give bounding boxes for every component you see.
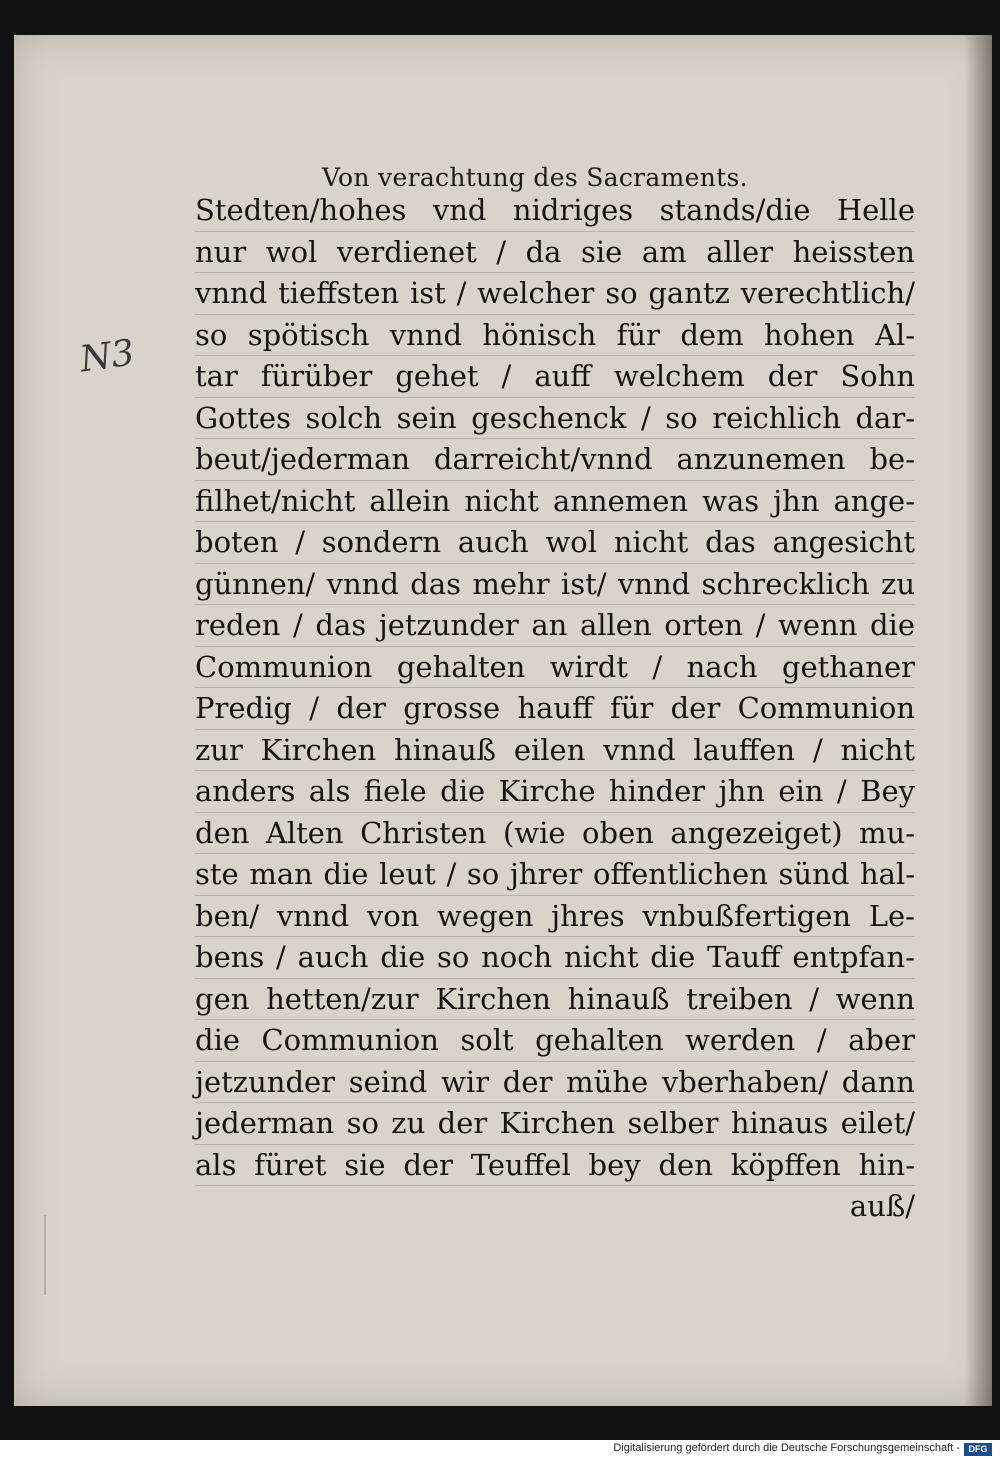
text-line: nur wol verdienet / da sie am aller heissten [195, 232, 915, 274]
text-line: ste man die leut / so jhrer offentlichen sünd hal- [195, 854, 915, 896]
footer-bar [0, 1440, 1000, 1459]
text-line: Communion gehalten wirdt / nach gethaner [195, 647, 915, 689]
text-line: bens / auch die so noch nicht die Tauff entpfan- [195, 937, 915, 979]
page-edge-shadow [964, 35, 992, 1406]
text-line: die Communion solt gehalten werden / aber [195, 1020, 915, 1062]
text-line: jederman so zu der Kirchen selber hinaus eilet/ [195, 1103, 915, 1145]
text-line: jetzunder seind wir der mühe vberhaben/ dann [195, 1062, 915, 1104]
funding-credit: Digitalisierung gefördert durch die Deutsche Forschungsgemeinschaft - [613, 1442, 960, 1454]
text-line: zur Kirchen hinauß eilen vnnd lauffen / nicht [195, 730, 915, 772]
text-line: tar fürüber gehet / auff welchem der Sohn [195, 356, 915, 398]
text-line: ben/ vnnd von wegen jhres vnbußfertigen Le- [195, 896, 915, 938]
body-text [195, 190, 915, 1227]
text-line: anders als fiele die Kirche hinder jhn ein / Bey [195, 771, 915, 813]
text-line: beut/jederman darreicht/vnnd anzunemen be- [195, 439, 915, 481]
text-line: vnnd tieffsten ist / welcher so gantz verechtlich/ [195, 273, 915, 315]
text-line: reden / das jetzunder an allen orten / wenn die [195, 605, 915, 647]
text-line: Stedten/hohes vnd nidriges stands/die Helle [195, 190, 915, 232]
text-line: gen hetten/zur Kirchen hinauß treiben / wenn [195, 979, 915, 1021]
text-line: günnen/ vnnd das mehr ist/ vnnd schrecklich zu [195, 564, 915, 606]
page-crease [44, 1215, 46, 1295]
text-line: Gottes solch sein geschenck / so reichlich dar- [195, 398, 915, 440]
text-line: als füret sie der Teuffel bey den köpffen hin- [195, 1145, 915, 1187]
catchword: auß/ [849, 1189, 915, 1223]
text-line: so spötisch vnnd hönisch für dem hohen Al- [195, 315, 915, 357]
text-line: den Alten Christen (wie oben angezeiget) mu- [195, 813, 915, 855]
text-line: boten / sondern auch wol nicht das angesicht [195, 522, 915, 564]
dfg-logo[interactable]: DFG [964, 1443, 992, 1456]
text-line: filhet/nicht allein nicht annemen was jhn ange- [195, 481, 915, 523]
running-head: Von verachtung des Sacraments. [322, 163, 748, 192]
text-line: Predig / der grosse hauff für der Communion [195, 688, 915, 730]
margin-annotation: N3 [77, 332, 137, 381]
